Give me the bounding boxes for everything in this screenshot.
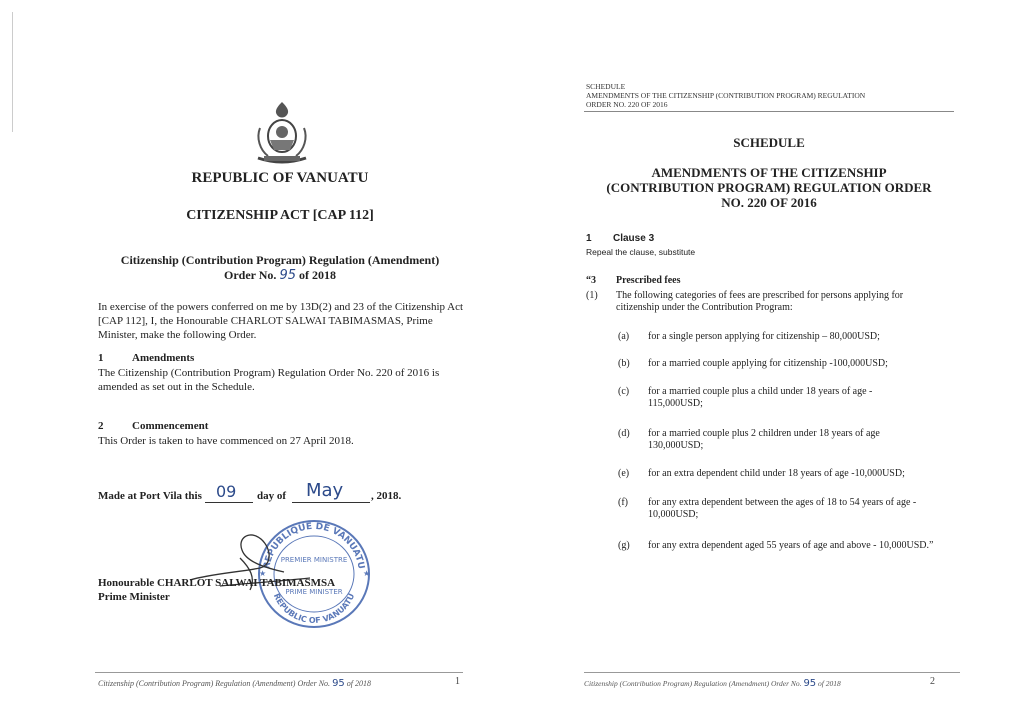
seal-mid-text-2: PRIME MINISTER	[285, 588, 343, 596]
fee-item-label: (b)	[618, 358, 630, 369]
seal-bottom-text: REPUBLIC OF VANUATU	[271, 592, 357, 626]
clause-heading: Clause 3	[613, 233, 655, 244]
fee-item-label: (a)	[618, 331, 630, 342]
handwritten-day: 09	[216, 482, 237, 501]
footer-rule	[584, 672, 960, 673]
page-number: 1	[455, 676, 460, 687]
made-at-year: , 2018.	[371, 490, 402, 502]
footer-text: Citizenship (Contribution Program) Regulation (Amendment) Order No.	[98, 679, 331, 688]
footer-handwritten-number: 95	[803, 678, 817, 689]
coat-of-arms-icon	[250, 98, 314, 166]
fee-item-label: (d)	[618, 428, 630, 439]
page-edge-line	[12, 12, 13, 132]
act-heading: CITIZENSHIP ACT [CAP 112]	[186, 208, 374, 223]
fee-item-text: for any extra dependent aged 55 years of age and above - 10,000USD.”	[648, 540, 934, 551]
fee-item-text: for a married couple applying for citizenship -100,000USD;	[648, 358, 888, 369]
amendments-title-line-3: NO. 220 OF 2016	[721, 195, 817, 210]
signatory-name: Honourable CHARLOT SALWAI TABIMASMSA	[98, 577, 336, 589]
clause-number: 1	[586, 233, 592, 244]
running-header-line-3: ORDER NO. 220 OF 2016	[586, 100, 668, 109]
fee-item-text: for a single person applying for citizenship – 80,000USD;	[648, 331, 880, 342]
made-at-prefix: Made at Port Vila this	[98, 490, 202, 502]
paragraph-number: (1)	[586, 290, 598, 301]
fee-item-text: for a married couple plus 2 children under 18 years of age 130,000USD;	[648, 428, 880, 451]
schedule-title: SCHEDULE	[733, 135, 805, 150]
seal-star-icon: ★	[259, 569, 267, 578]
running-header-line-2: AMENDMENTS OF THE CITIZENSHIP (CONTRIBUTION PROGRAM) REGULATION	[586, 91, 866, 100]
subclause-heading: Prescribed fees	[616, 275, 681, 286]
order-title-line1: Citizenship (Contribution Program) Regulation (Amendment)	[120, 253, 440, 267]
seal-mid-text-1: PREMIER MINISTRE	[280, 556, 348, 564]
section-2-text: This Order is taken to have commenced on 27 April 2018.	[98, 435, 354, 447]
document-page-2	[518, 0, 1036, 710]
handwritten-order-number: 95	[279, 268, 296, 283]
running-header-line-1: SCHEDULE	[586, 82, 626, 91]
fee-item-label: (f)	[618, 497, 628, 508]
amendments-title-line-1: AMENDMENTS OF THE CITIZENSHIP	[651, 165, 887, 180]
section-1-text: The Citizenship (Contribution Program) Regulation Order No. 220 of 2016 is amended as set out in the Schedule.	[98, 367, 440, 393]
signatory-role: Prime Minister	[98, 591, 170, 603]
made-at-mid: day of	[257, 490, 287, 502]
fee-item-label: (c)	[618, 386, 630, 397]
footer-citation	[98, 678, 371, 689]
handwritten-month: May	[306, 480, 344, 501]
fee-item-text: for an extra dependent child under 18 years of age -10,000USD;	[648, 468, 905, 479]
section-2-heading: Commencement	[132, 420, 209, 432]
footer-year: of 2018	[346, 679, 372, 688]
amendments-title	[584, 165, 954, 210]
section-1-heading: Amendments	[132, 352, 195, 364]
fee-item-label: (g)	[618, 540, 630, 551]
paragraph-text: The following categories of fees are prescribed for persons applying for citizenship under the Contribution Program:	[616, 290, 904, 313]
fee-item-text: for any extra dependent between the ages of 18 to 54 years of age - 10,000USD;	[648, 497, 917, 520]
preamble-text: In exercise of the powers conferred on me by 13D(2) and 23 of the Citizenship Act [CAP 112], I, the Honourable CHARLOT SALWAI TABIMASMAS, Prime Minister, make the following Order.	[98, 301, 464, 341]
page-number: 2	[930, 676, 935, 687]
footer-handwritten-number: 95	[332, 678, 345, 689]
order-title-line2	[90, 268, 470, 283]
subclause-number: “3	[586, 275, 596, 286]
footer-text: Citizenship (Contribution Program) Regulation (Amendment) Order No.	[584, 679, 802, 688]
order-title-suffix: of 2018	[298, 268, 336, 282]
section-2-number: 2	[98, 420, 104, 432]
footer-citation	[584, 678, 841, 689]
header-rule	[584, 111, 954, 112]
country-heading: REPUBLIC OF VANUATU	[191, 170, 369, 186]
running-header	[586, 82, 865, 109]
amendments-title-line-2: (CONTRIBUTION PROGRAM) REGULATION ORDER	[606, 180, 932, 195]
clause-text: Repeal the clause, substitute	[586, 247, 696, 257]
fee-item-label: (e)	[618, 468, 630, 479]
seal-star-icon: ★	[363, 569, 371, 578]
fee-item-text: for a married couple plus a child under 18 years of age - 115,000USD;	[648, 386, 873, 409]
order-title-prefix: Order No.	[224, 268, 277, 282]
seal-top-text: REPUBLIQUE DE VANUATU	[262, 521, 366, 570]
day-blank-line	[205, 502, 253, 503]
month-blank-line	[292, 502, 370, 503]
footer-year: of 2018	[818, 679, 841, 688]
footer-rule	[95, 672, 463, 673]
section-1-number: 1	[98, 352, 104, 364]
